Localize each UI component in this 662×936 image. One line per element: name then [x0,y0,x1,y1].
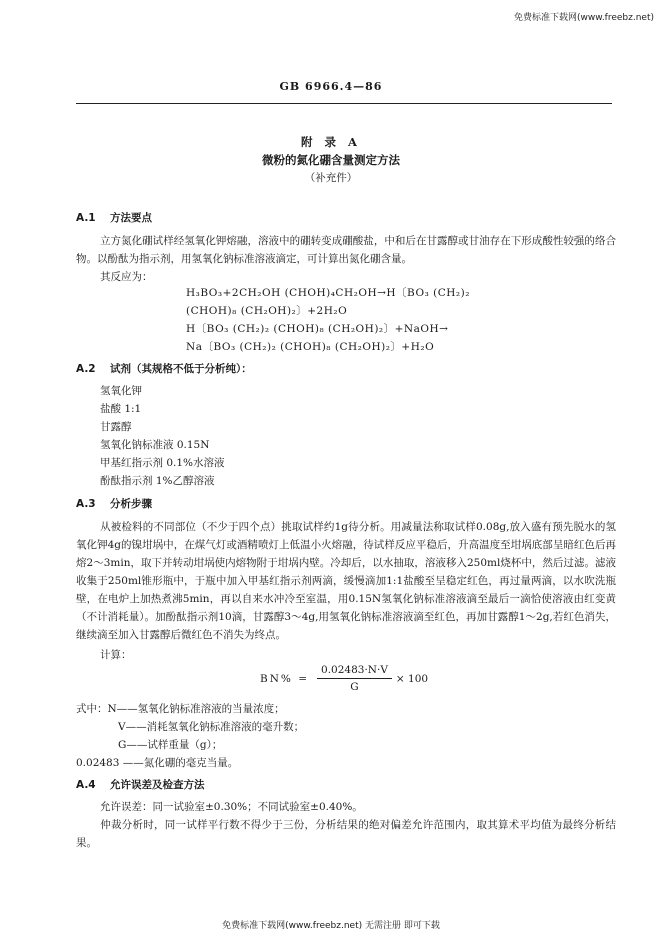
section-number: A.4 [76,779,96,791]
reaction-intro: 其反应为： [100,271,153,283]
formula-lhs: BN% = [260,672,310,685]
formula-fraction [317,664,392,693]
paragraph-text: 立方氮化硼试样经氢氧化钾熔融，溶液中的硼转变成硼酸盐，中和后在甘露醇或甘油存在下形成酸性较强的络合物。以酚酞为指示剂，用氢氧化钠标准溶液滴定，可计算出氮化硼含量。 [76,235,616,265]
section-number: A.1 [76,212,96,224]
section-title: 试剂（其规格不低于分析纯）： [110,363,252,375]
section-a2-heading [76,361,252,376]
reagent-item: 盐酸 1:1 [100,403,142,415]
reagent-item: 酚酞指示剂 1%乙醇溶液 [100,475,215,487]
formula-denominator: G [350,681,359,693]
calc-label: 计算： [100,649,132,661]
formula-tail: × 100 [395,672,429,685]
appendix-subtitle: 微粉的氮化硼含量测定方法 [262,153,400,167]
section-title: 允许误差及检查方法 [110,779,205,791]
equation-line-4: Na〔BO₃ (CH₂)₂ (CHOH)₈ (CH₂OH)₂〕+H₂O [186,341,435,353]
appendix-title: 附 录 A [301,135,361,149]
section-number: A.3 [76,498,96,510]
paragraph-text: 仲裁分析时，同一试样平行数不得少于三份，分析结果的绝对偏差允许范围内，取其算术平均值为最终分析结果。 [76,819,616,849]
paragraph-text: 从被检料的不同部位（不少于四个点）挑取试样约1g待分析。用减量法称取试样0.08g,放入盛有预先脱水的氢氧化钾4g的镍坩埚中，在煤气灯或酒精喷灯上低温小火熔融，待试样反应平稳后，升高温度至坩埚底部呈暗红色后再熔2～3min，取下并转动坩埚使内熔物附于坩埚内壁。冷却后，以水抽取，溶液移入250ml烧杯中，然后过滤。滤液收集于250ml锥形瓶中，于瓶中加入甲基红指示剂两滴，缓慢滴加1:1盐酸至呈稳定红色，再过量两滴，以水吹洗瓶壁，在电炉上加热煮沸5min，再以自来水冲冷至室温，用0.15N氢氧化钠标准溶液滴至最后一滴恰使溶液由红变黄（不计消耗量）。加酚酞指示剂10滴，甘露醇3～4g,用氢氧化钠标准溶液滴至红色，再加甘露醇1～2g,若红色消失，继续滴至加入甘露醇后微红色不消失为终点。 [76,521,616,641]
section-a1-paragraph [76,232,616,268]
section-a1-heading [76,210,152,225]
section-a4-paragraph-2 [76,816,616,852]
equation-line-2: (CHOH)₈ (CH₂OH)₂〕+2H₂O [186,305,348,317]
section-a3-paragraph [76,518,616,644]
header-watermark-link[interactable]: 免费标准下载网(www.freebz.net) [514,13,654,23]
where-item: 式中：N——氢氧化钠标准溶液的当量浓度； [76,703,285,715]
reagent-item: 氢氧化钠标准液 0.15N [100,439,210,451]
header-divider [76,103,612,104]
section-title: 分析步骤 [110,498,152,510]
section-a3-heading [76,496,152,511]
where-item: 0.02483 ——氮化硼的毫克当量。 [76,757,239,769]
where-item: G——试样重量（g）； [118,739,223,751]
formula-numerator: 0.02483·N·V [317,664,392,679]
formula [260,664,428,693]
appendix-note: （补充件） [304,172,358,184]
section-a4-paragraph-1: 允许误差：同一试验室±0.30%；不同试验室±0.40%。 [100,801,363,813]
footer-watermark[interactable]: 免费标准下载网(www.freebz.net) 无需注册 即可下载 [222,921,440,931]
equation-line-3: H〔BO₃ (CH₂)₂ (CHOH)₈ (CH₂OH)₂〕+NaOH→ [186,323,449,335]
section-number: A.2 [76,363,96,375]
where-item: V——消耗氢氧化钠标准溶液的毫升数； [118,721,305,733]
section-title: 方法要点 [110,212,152,224]
reagent-item: 氢氧化钾 [100,385,142,397]
equation-line-1: H₃BO₃+2CH₂OH (CHOH)₄CH₂OH→H〔BO₃ (CH₂)₂ [186,287,470,299]
standard-code: GB 6966.4—86 [279,80,383,93]
section-a4-heading [76,777,205,792]
reagent-item: 甲基红指示剂 0.1%水溶液 [100,457,225,469]
reagent-item: 甘露醇 [100,421,132,433]
